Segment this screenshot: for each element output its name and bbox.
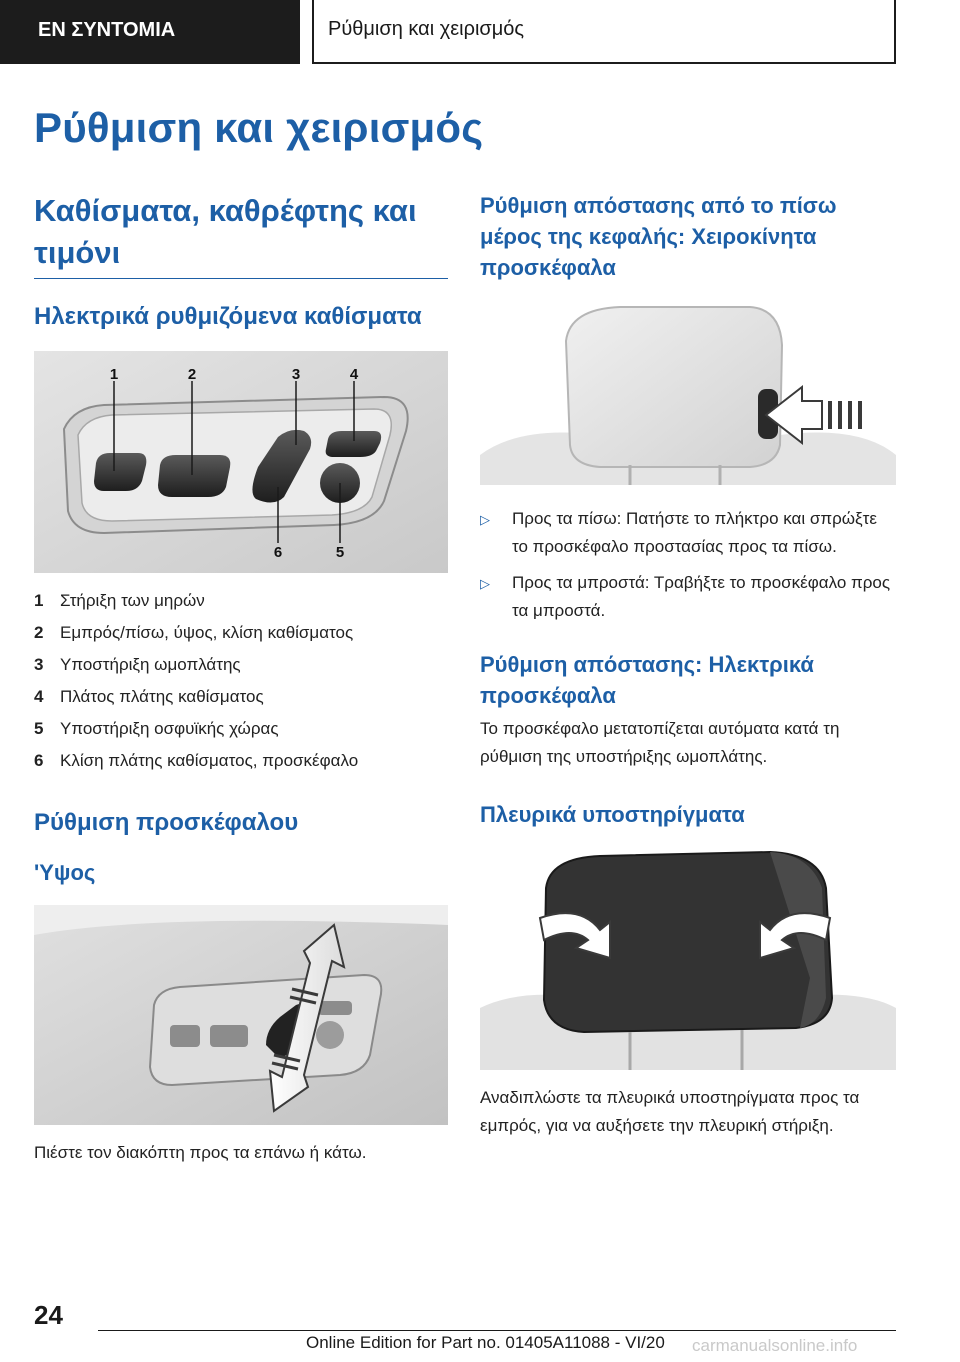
list-item	[34, 745, 448, 777]
callout-1: 1	[109, 366, 119, 383]
list-item	[34, 585, 448, 617]
item-number: 2	[34, 623, 44, 642]
footer-rule	[98, 1330, 896, 1331]
page-number: 24	[34, 1300, 63, 1330]
callout-3: 3	[291, 366, 301, 383]
electric-headrest-heading: Ρύθμιση απόστασης: Ηλεκτρικά προσκέφαλα	[480, 652, 814, 708]
section-tab	[0, 0, 300, 64]
item-number: 5	[34, 719, 44, 738]
list-item	[480, 569, 896, 625]
seat-controls-figure	[34, 351, 448, 573]
triangle-right-icon: ▷	[480, 576, 490, 591]
item-number: 1	[34, 591, 44, 610]
height-caption: Πιέστε τον διακόπτη προς τα επάνω ή κάτω.	[34, 1143, 367, 1162]
manual-headrest-heading: Ρύθμιση απόστασης από το πίσω μέρος της κεφαλής: Χειροκίνητα προσκέφαλα	[480, 193, 837, 280]
item-number: 6	[34, 751, 44, 770]
list-item	[480, 505, 896, 561]
step-text: Προς τα πίσω: Πατήστε το πλήκτρο και σπρώξτε το προσκέφαλο προστασίας προς τα πίσω.	[512, 509, 877, 556]
list-item	[34, 649, 448, 681]
side-supports-figure	[480, 848, 896, 1070]
section-label: ΕΝ ΣΥΝΤΟΜΙΑ	[38, 19, 176, 41]
item-text: Υποστήριξη ωμοπλάτης	[60, 655, 241, 674]
manual-headrest-figure	[480, 305, 896, 485]
headrest-heading: Ρύθμιση προσκέφαλου	[34, 809, 299, 836]
edition-text: Online Edition for Part no. 01405A11088 - VI/20	[306, 1333, 665, 1352]
electric-seats-heading: Ηλεκτρικά ρυθμιζόμενα καθίσματα	[34, 303, 422, 330]
item-number: 4	[34, 687, 44, 706]
list-item	[34, 713, 448, 745]
item-text: Κλίση πλάτης καθίσματος, προσκέφαλο	[60, 751, 359, 770]
item-text: Υποστήριξη οσφυϊκής χώρας	[60, 719, 279, 738]
list-item	[34, 617, 448, 649]
topic-tab	[312, 0, 896, 64]
page-title: Ρύθμιση και χειρισμός	[34, 104, 484, 151]
item-text: Πλάτος πλάτης καθίσματος	[60, 687, 264, 706]
callout-5: 5	[335, 544, 345, 561]
seat-controls-legend	[34, 585, 448, 777]
triangle-right-icon: ▷	[480, 512, 490, 527]
callout-6: 6	[273, 544, 283, 561]
item-number: 3	[34, 655, 44, 674]
side-supports-heading: Πλευρικά υποστηρίγματα	[480, 802, 745, 827]
electric-headrest-text: Το προσκέφαλο μετατοπίζεται αυτόματα κατά τη ρύθμιση της υποστήριξης ωμοπλάτης.	[480, 719, 840, 766]
height-heading: 'Υψος	[34, 860, 96, 885]
side-supports-caption: Αναδιπλώστε τα πλευρικά υποστηρίγματα προς τα εμπρός, για να αυξήσετε την πλευρική στήριξη.	[480, 1088, 860, 1135]
step-text: Προς τα μπροστά: Τραβήξτε το προσκέφαλο προς τα μπροστά.	[512, 573, 891, 620]
callout-2: 2	[187, 366, 197, 383]
manual-headrest-steps	[480, 505, 896, 625]
headrest-height-figure	[34, 905, 448, 1125]
right-column	[480, 190, 896, 1140]
callout-4: 4	[349, 366, 359, 383]
watermark: carmanualsonline.info	[686, 1336, 857, 1356]
item-text: Στήριξη των μηρών	[60, 591, 205, 610]
topic-label: Ρύθμιση και χειρισμός	[328, 18, 525, 40]
item-text: Εμπρός/πίσω, ύψος, κλίση καθίσματος	[60, 623, 354, 642]
left-column	[34, 190, 448, 1167]
seats-heading: Καθίσματα, καθρέφτης και τιμόνι	[34, 190, 448, 279]
list-item	[34, 681, 448, 713]
